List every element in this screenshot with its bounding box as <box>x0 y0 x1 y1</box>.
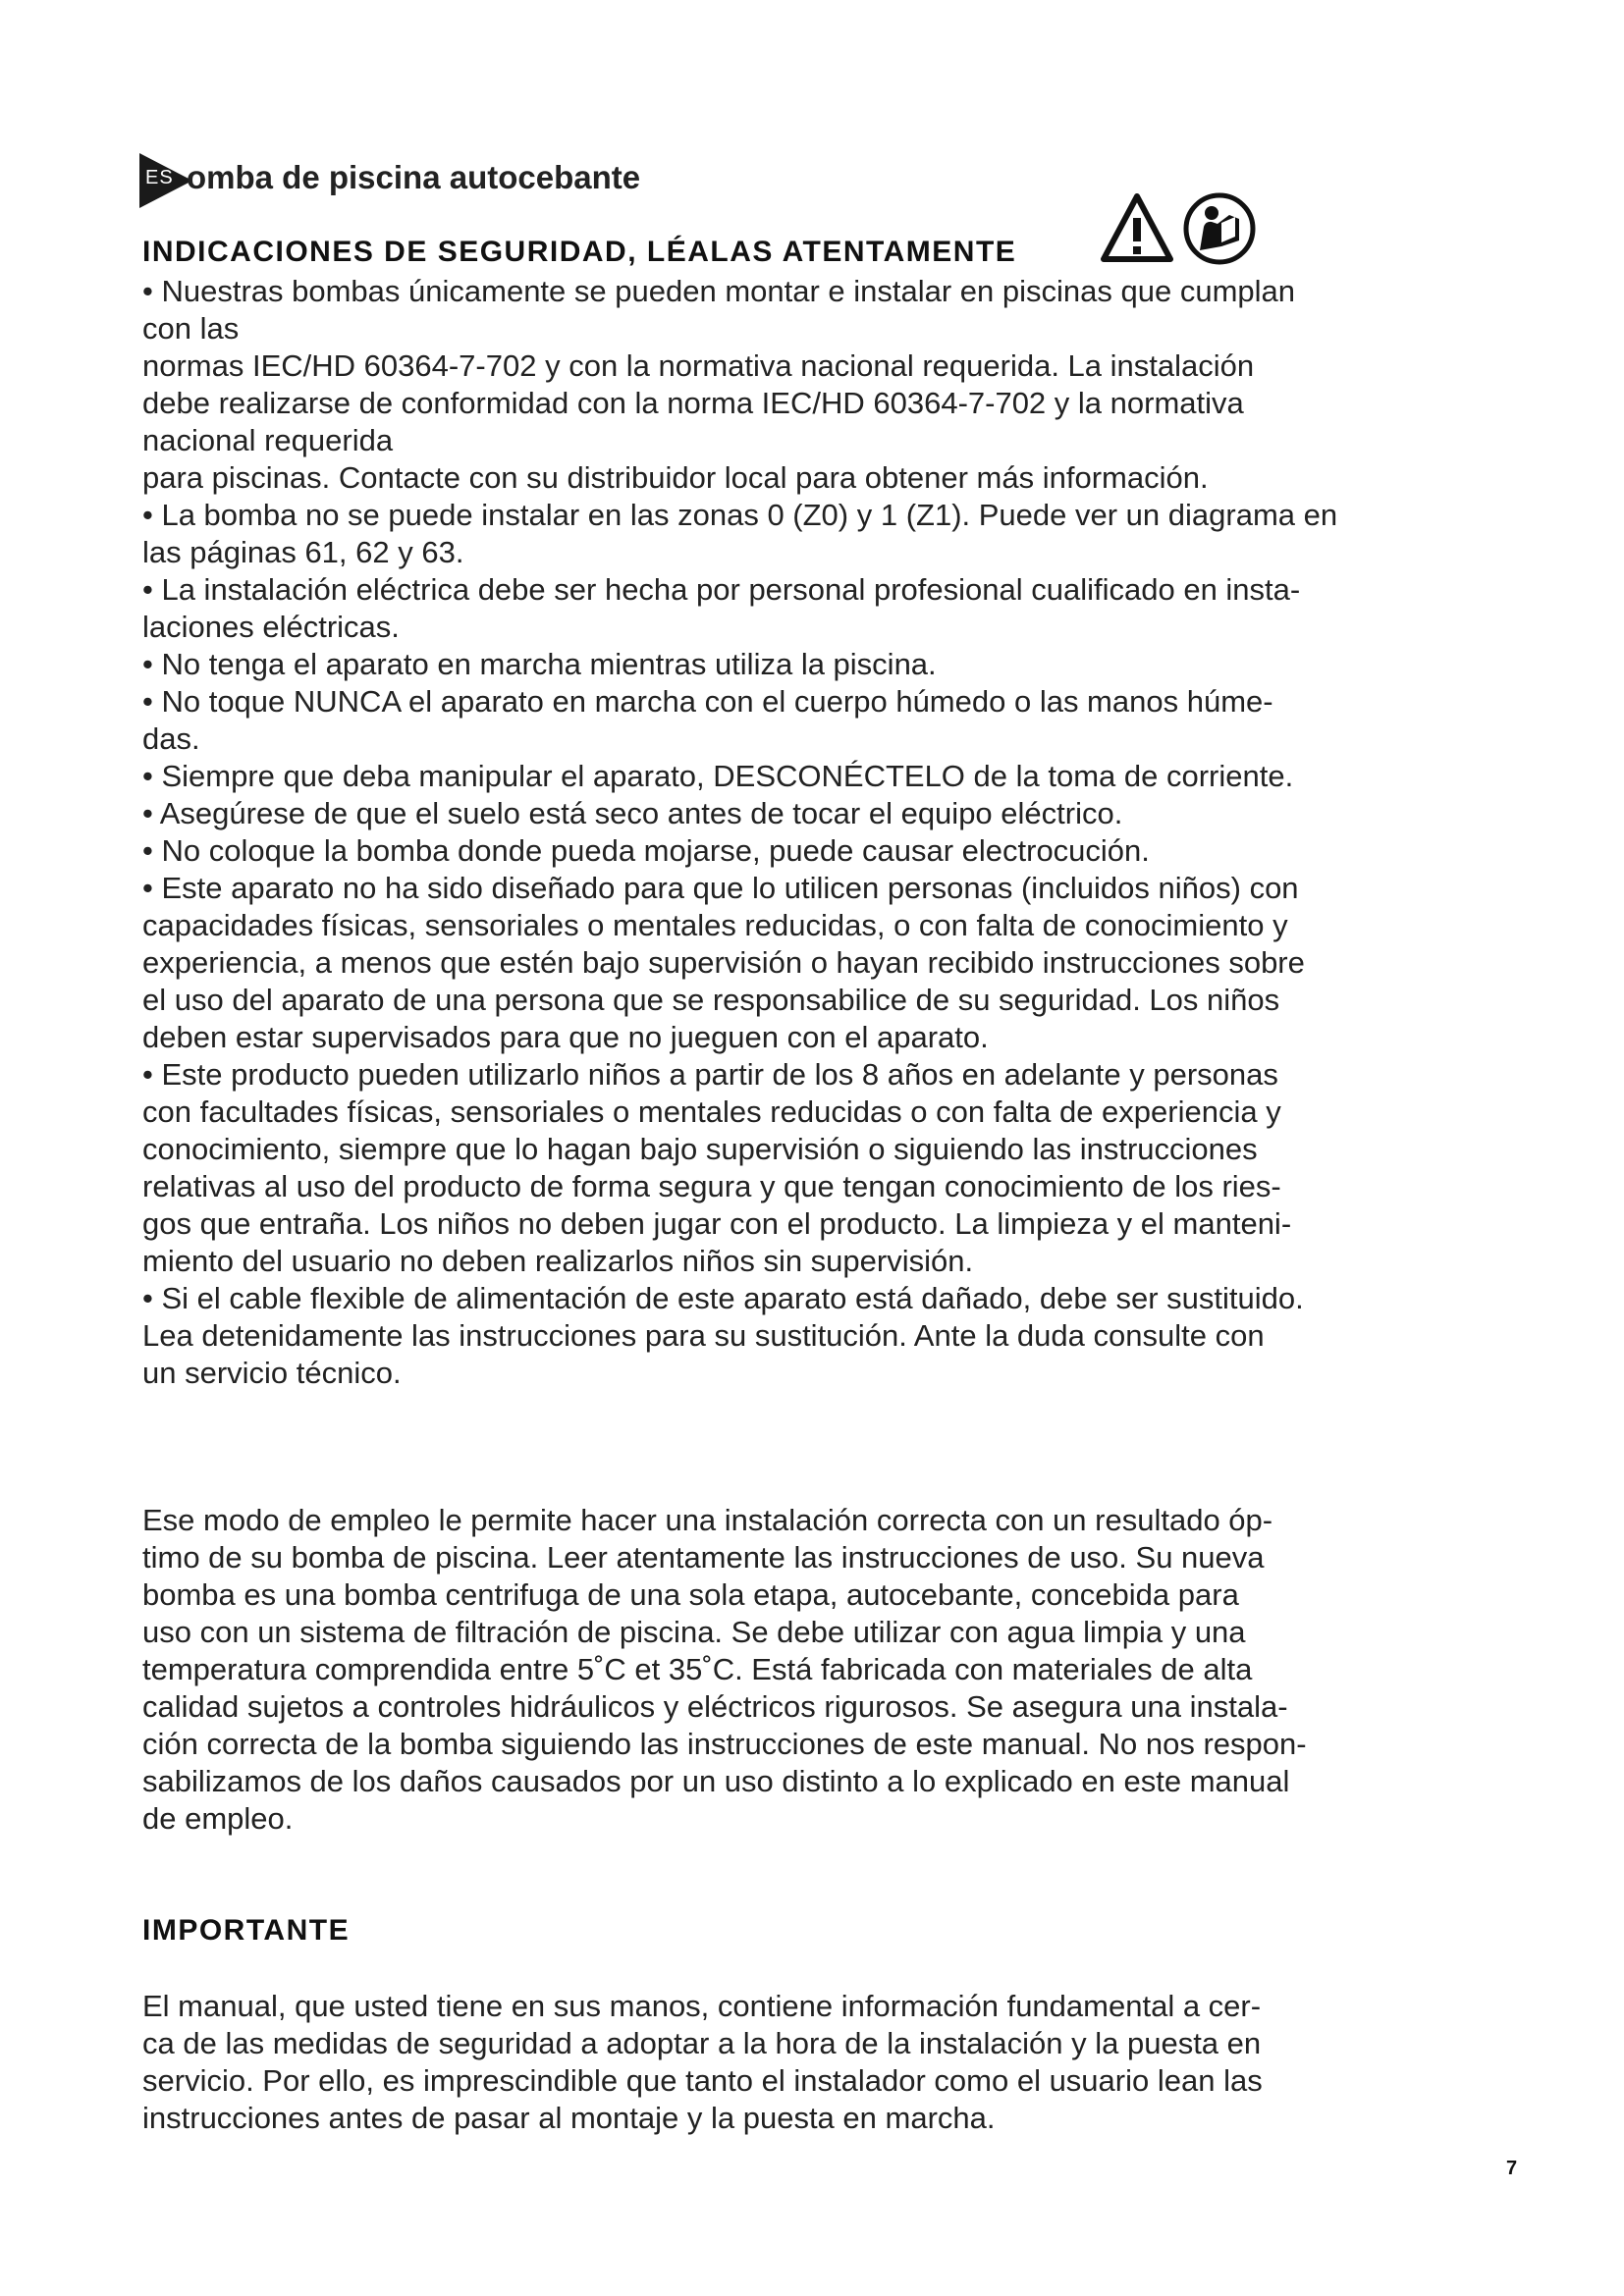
important-line: servicio. Por ello, es imprescindible que tanto el instalador como el usuario lean las <box>142 2063 1263 2098</box>
important-line: ca de las medidas de seguridad a adoptar a la hora de la instalación y la puesta en <box>142 2026 1262 2060</box>
intro-line: de empleo. <box>142 1801 294 1836</box>
safety-line: miento del usuario no deben realizarlos niños sin supervisión. <box>142 1244 974 1278</box>
important-line: El manual, que usted tiene en sus manos, contiene información fundamental a cer- <box>142 1989 1262 2023</box>
safety-line: capacidades físicas, sensoriales o mentales reducidas, o con falta de conocimiento y <box>142 908 1288 942</box>
safety-line: gos que entraña. Los niños no deben jugar con el producto. La limpieza y el manteni- <box>142 1206 1292 1241</box>
safety-line: experiencia, a menos que estén bajo supervisión o hayan recibido instrucciones sobre <box>142 945 1305 980</box>
important-heading: IMPORTANTE <box>142 1914 351 1947</box>
intro-line: uso con un sistema de filtración de piscina. Se debe utilizar con agua limpia y una <box>142 1615 1246 1649</box>
read-manual-icon <box>1182 191 1257 266</box>
safety-line: • La instalación eléctrica debe ser hecha por personal profesional cualificado en insta- <box>142 572 1301 607</box>
intro-line: sabilizamos de los daños causados por un uso distinto a lo explicado en este manual <box>142 1764 1290 1798</box>
safety-line: • Asegúrese de que el suelo está seco antes de tocar el equipo eléctrico. <box>142 796 1123 830</box>
intro-line: temperatura comprendida entre 5˚C et 35˚C. Está fabricada con materiales de alta <box>142 1652 1253 1686</box>
safety-line: • No toque NUNCA el aparato en marcha con el cuerpo húmedo o las manos húme- <box>142 684 1273 719</box>
safety-line: • Si el cable flexible de alimentación de este aparato está dañado, debe ser sustituido. <box>142 1281 1304 1315</box>
safety-line: normas IEC/HD 60364-7-702 y con la normativa nacional requerida. La instalación <box>142 348 1255 383</box>
warning-triangle-icon <box>1100 192 1174 265</box>
safety-line: deben estar supervisados para que no jueguen con el aparato. <box>142 1020 989 1054</box>
intro-line: ción correcta de la bomba siguiendo las instrucciones de este manual. No nos respon- <box>142 1727 1307 1761</box>
important-paragraph <box>142 1988 1507 2137</box>
page-number: 7 <box>1506 2158 1518 2179</box>
safety-line: • Nuestras bombas únicamente se pueden montar e instalar en piscinas que cumplan <box>142 274 1296 308</box>
safety-line: conocimiento, siempre que lo hagan bajo supervisión o siguiendo las instrucciones <box>142 1132 1258 1166</box>
intro-line: timo de su bomba de piscina. Leer atentamente las instrucciones de uso. Su nueva <box>142 1540 1265 1575</box>
safety-line: • Este producto pueden utilizarlo niños a partir de los 8 años en adelante y personas <box>142 1057 1278 1092</box>
important-line: instrucciones antes de pasar al montaje y la puesta en marcha. <box>142 2101 996 2135</box>
safety-line: debe realizarse de conformidad con la norma IEC/HD 60364-7-702 y la normativa <box>142 386 1244 420</box>
safety-line: relativas al uso del producto de forma segura y que tengan conocimiento de los ries- <box>142 1169 1281 1203</box>
safety-line: un servicio técnico. <box>142 1356 402 1390</box>
safety-text <box>142 273 1507 1392</box>
safety-line: con facultades físicas, sensoriales o mentales reducidas o con falta de experiencia y <box>142 1095 1281 1129</box>
intro-line: calidad sujetos a controles hidráulicos y eléctricos rigurosos. Se asegura una instala- <box>142 1689 1288 1724</box>
intro-line: Ese modo de empleo le permite hacer una instalación correcta con un resultado óp- <box>142 1503 1273 1537</box>
safety-line: das. <box>142 721 200 756</box>
safety-line: las páginas 61, 62 y 63. <box>142 535 464 569</box>
safety-heading: INDICACIONES DE SEGURIDAD, LÉALAS ATENTAMENTE <box>142 236 1017 268</box>
safety-line: Lea detenidamente las instrucciones para su sustitución. Ante la duda consulte con <box>142 1318 1265 1353</box>
safety-line: • Este aparato no ha sido diseñado para que lo utilicen personas (incluidos niños) con <box>142 871 1299 905</box>
safety-line: • No tenga el aparato en marcha mientras utiliza la piscina. <box>142 647 937 681</box>
safety-line: • Siempre que deba manipular el aparato, DESCONÉCTELO de la toma de corriente. <box>142 759 1294 793</box>
intro-paragraph <box>142 1502 1507 1838</box>
safety-line: el uso del aparato de una persona que se responsabilice de su seguridad. Los niños <box>142 983 1280 1017</box>
intro-line: bomba es una bomba centrifuga de una sola etapa, autocebante, concebida para <box>142 1577 1239 1612</box>
safety-line: nacional requerida <box>142 423 394 457</box>
safety-line: • No coloque la bomba donde pueda mojarse, puede causar electrocución. <box>142 833 1150 868</box>
safety-line: para piscinas. Contacte con su distribuidor local para obtener más información. <box>142 460 1209 495</box>
safety-line: • La bomba no se puede instalar en las zonas 0 (Z0) y 1 (Z1). Puede ver un diagrama en <box>142 498 1338 532</box>
safety-line: laciones eléctricas. <box>142 610 400 644</box>
language-badge-label: ES <box>145 167 174 188</box>
safety-line: con las <box>142 311 240 346</box>
safety-icons <box>1100 191 1257 266</box>
document-title: omba de piscina autocebante <box>187 159 641 195</box>
